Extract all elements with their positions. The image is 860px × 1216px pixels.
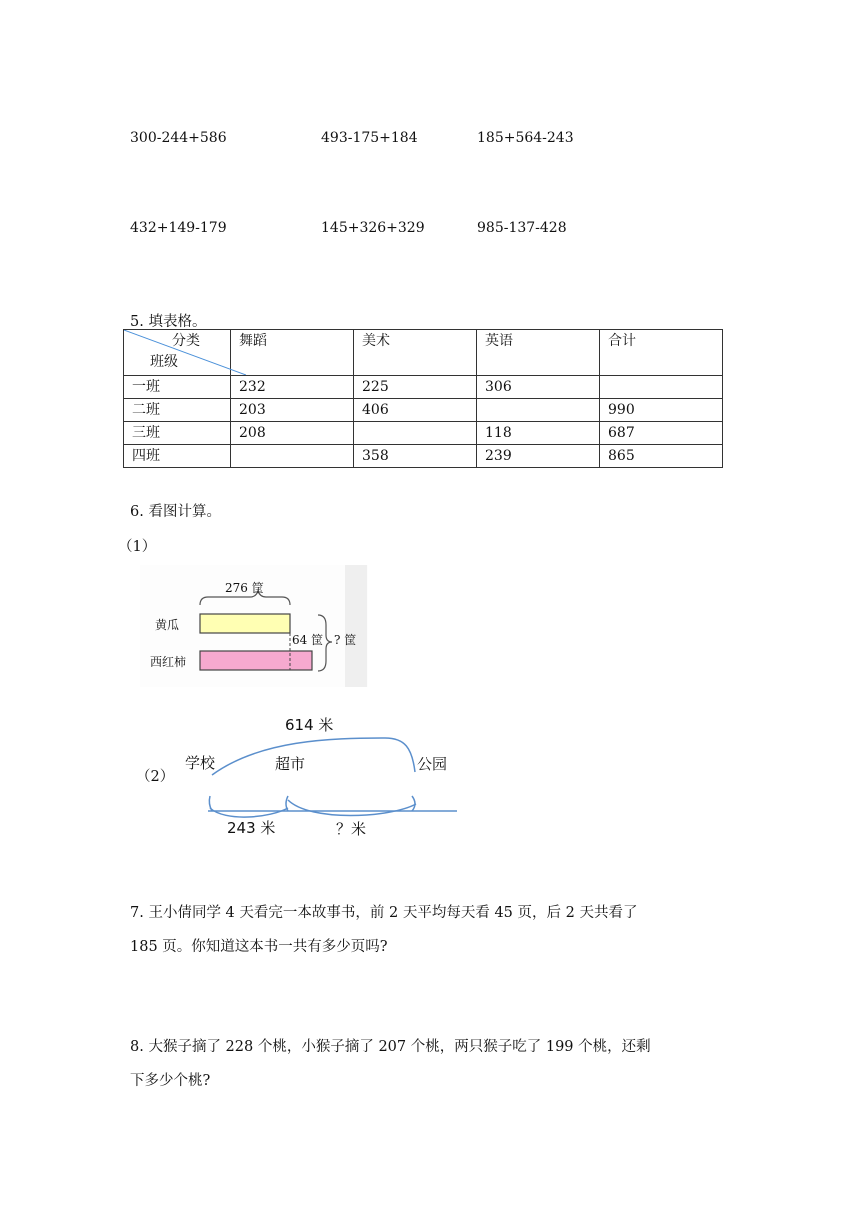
row-label: 一班 bbox=[124, 376, 231, 399]
expression-2: 493-175+184 bbox=[321, 130, 418, 146]
expression-4: 432+149-179 bbox=[130, 220, 227, 236]
table-cell: 358 bbox=[354, 445, 477, 468]
expression-5: 145+326+329 bbox=[321, 220, 425, 236]
table-row bbox=[124, 422, 723, 445]
segment-2-arc bbox=[288, 800, 416, 816]
fill-in-table bbox=[123, 329, 723, 468]
table-cell-blank[interactable] bbox=[231, 445, 354, 468]
tomato-bar bbox=[200, 651, 312, 670]
table-cell: 865 bbox=[600, 445, 723, 468]
segment-1-label: 243 米 bbox=[227, 819, 276, 837]
column-header: 合计 bbox=[600, 330, 723, 376]
header-class: 班级 bbox=[150, 354, 178, 370]
column-header: 舞蹈 bbox=[231, 330, 354, 376]
supermarket-label: 超市 bbox=[275, 755, 306, 773]
row-label: 三班 bbox=[124, 422, 231, 445]
table-row bbox=[124, 399, 723, 422]
table-cell: 203 bbox=[231, 399, 354, 422]
segment-1-arc bbox=[210, 808, 288, 817]
table-row bbox=[124, 445, 723, 468]
table-cell: 118 bbox=[477, 422, 600, 445]
cucumber-label: 黄瓜 bbox=[155, 618, 180, 632]
top-length-label: 276 筐 bbox=[225, 581, 264, 595]
row-label: 二班 bbox=[124, 399, 231, 422]
park-label: 公园 bbox=[417, 755, 448, 773]
column-header: 美术 bbox=[354, 330, 477, 376]
difference-label: 64 筐 bbox=[292, 633, 324, 647]
total-unknown-label: ? 筐 bbox=[334, 633, 357, 647]
question-5-title: 5. 填表格。 bbox=[130, 314, 207, 330]
table-cell: 232 bbox=[231, 376, 354, 399]
diagonal-header-cell bbox=[124, 330, 231, 376]
cucumber-bar bbox=[200, 614, 290, 633]
row-label: 四班 bbox=[124, 445, 231, 468]
table-cell-blank[interactable] bbox=[600, 376, 723, 399]
table-cell: 239 bbox=[477, 445, 600, 468]
question-7-line-1: 7. 王小倩同学 4 天看完一本故事书，前 2 天平均每天看 45 页，后 2 天共看了 bbox=[130, 905, 638, 921]
total-distance-arc bbox=[212, 738, 415, 775]
expression-6: 985-137-428 bbox=[477, 220, 567, 236]
table-cell-blank[interactable] bbox=[354, 422, 477, 445]
tomato-label: 西红柿 bbox=[150, 655, 187, 669]
table-cell: 990 bbox=[600, 399, 723, 422]
table-cell: 225 bbox=[354, 376, 477, 399]
column-header: 英语 bbox=[477, 330, 600, 376]
table-cell: 208 bbox=[231, 422, 354, 445]
question-8-line-2: 下多少个桃? bbox=[130, 1073, 211, 1089]
table-row bbox=[124, 376, 723, 399]
question-6-title: 6. 看图计算。 bbox=[130, 504, 221, 520]
table-cell: 306 bbox=[477, 376, 600, 399]
table-cell: 687 bbox=[600, 422, 723, 445]
table-cell: 406 bbox=[354, 399, 477, 422]
school-label: 学校 bbox=[185, 754, 216, 772]
part-2-label: （2） bbox=[136, 769, 175, 785]
park-tick bbox=[412, 796, 415, 811]
table-cell-blank[interactable] bbox=[477, 399, 600, 422]
question-8-line-1: 8. 大猴子摘了 228 个桃，小猴子摘了 207 个桃，两只猴子吃了 199 个桃，还剩 bbox=[130, 1039, 651, 1055]
part-1-label: （1） bbox=[118, 539, 157, 555]
question-7-line-2: 185 页。你知道这本书一共有多少页吗? bbox=[130, 939, 388, 955]
total-distance-label: 614 米 bbox=[285, 716, 334, 734]
figure-1 bbox=[140, 565, 368, 687]
expression-1: 300-244+586 bbox=[130, 130, 227, 146]
question-8 bbox=[130, 1030, 651, 1098]
segment-2-label: ？米 bbox=[336, 820, 367, 838]
expression-3: 185+564-243 bbox=[477, 130, 574, 146]
table-header-row bbox=[124, 330, 723, 376]
header-category: 分类 bbox=[172, 333, 200, 349]
question-7 bbox=[130, 896, 637, 964]
